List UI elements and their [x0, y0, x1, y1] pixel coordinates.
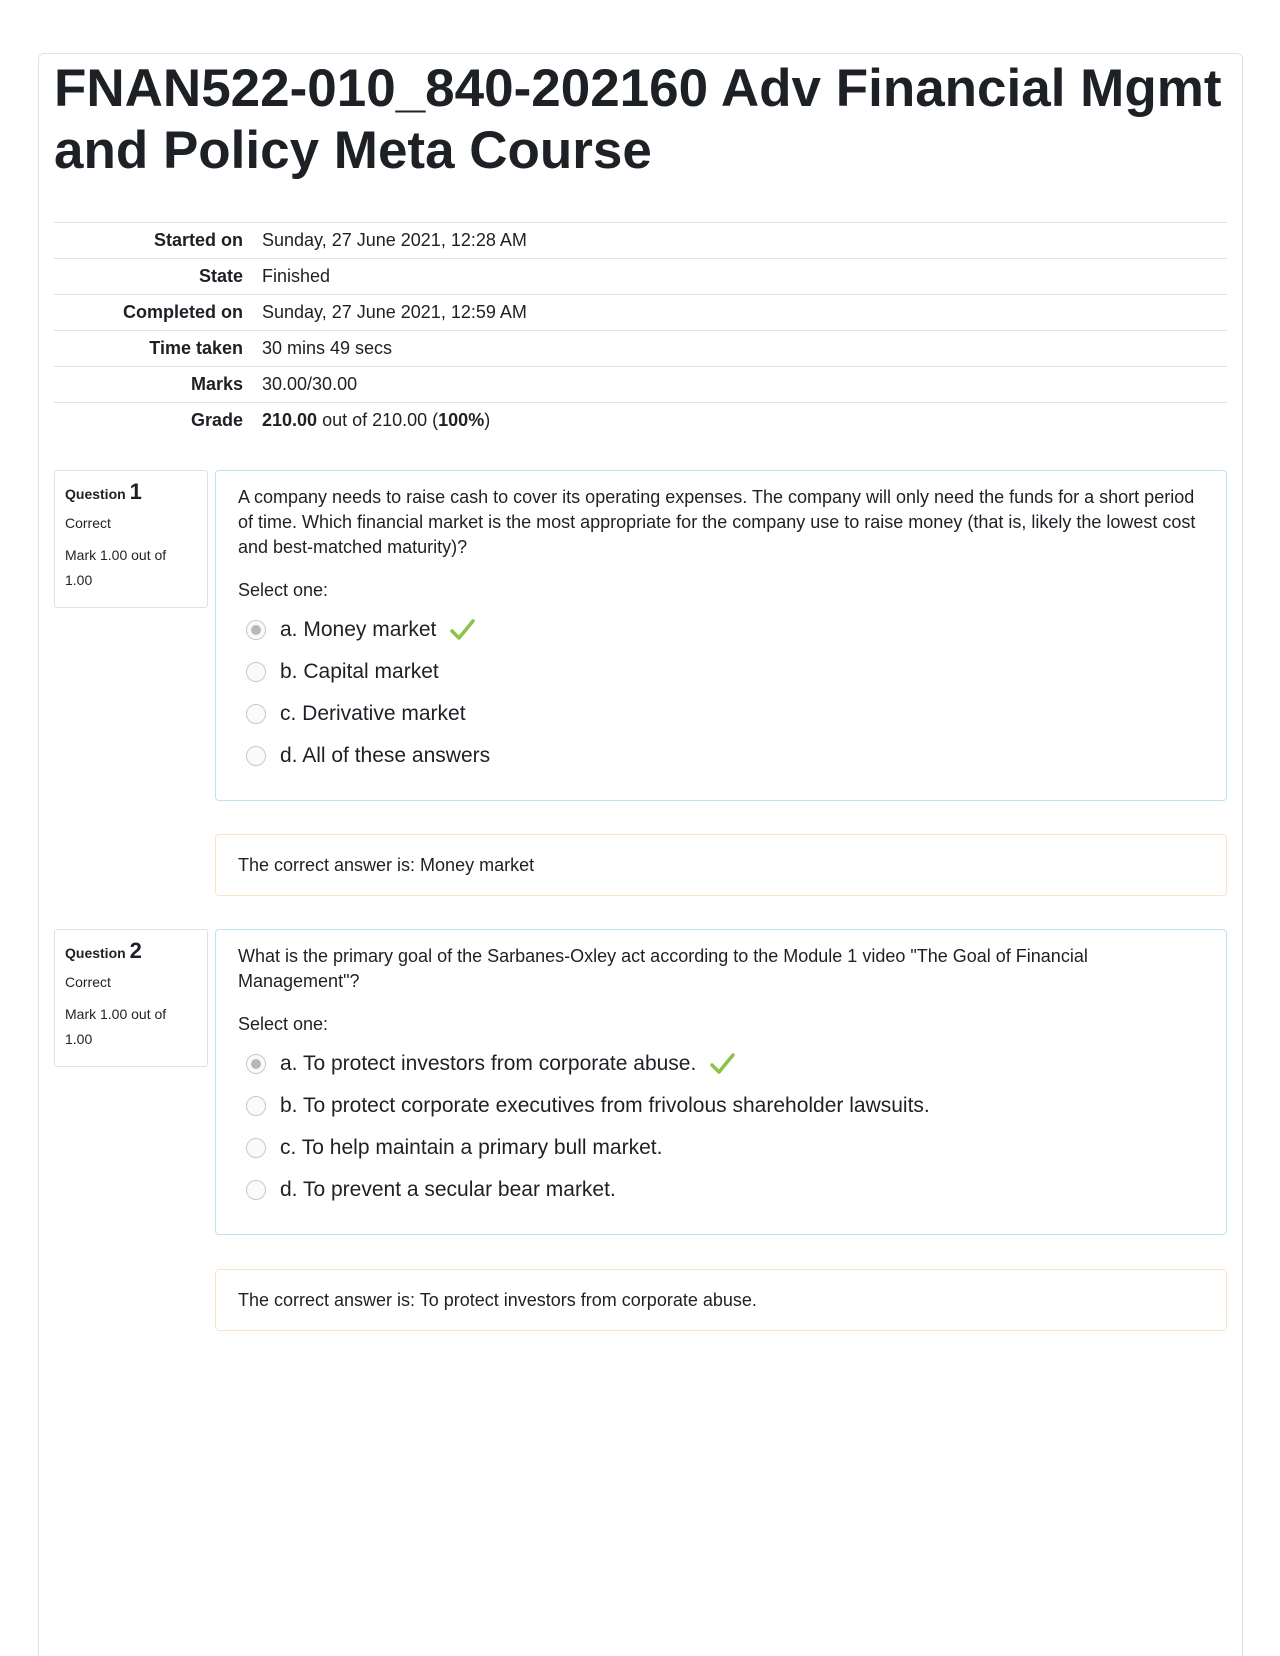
answer-option[interactable]: [246, 1169, 1204, 1211]
grade-end: ): [484, 410, 491, 431]
answer-option[interactable]: [246, 693, 1204, 735]
answer-label: c. Derivative market: [280, 702, 466, 725]
radio-button[interactable]: [246, 1138, 266, 1158]
summary-row: [54, 295, 1227, 331]
summary-value: Finished: [262, 266, 331, 286]
answer-option[interactable]: [246, 735, 1204, 777]
question-formulation: [215, 929, 1227, 1235]
question-formulation: [215, 470, 1227, 801]
summary-label: Grade: [190, 410, 243, 431]
radio-button[interactable]: [246, 1096, 266, 1116]
summary-label: Completed on: [123, 302, 243, 322]
select-prompt: Select one:: [238, 1014, 329, 1034]
question-number: [65, 938, 197, 964]
correct-check-icon: [448, 616, 476, 644]
grade-value: [262, 403, 1227, 439]
question-info: [54, 470, 208, 608]
answer-label: a. Money market: [280, 618, 437, 641]
answer-list: [246, 609, 1204, 777]
summary-row: [54, 259, 1227, 295]
summary-value: Sunday, 27 June 2021, 12:28 AM: [262, 230, 527, 250]
question-grade: Mark 1.00 out of 1.00: [65, 1006, 167, 1047]
question-info: [54, 929, 208, 1067]
radio-button[interactable]: [246, 746, 266, 766]
summary-value: 30 mins 49 secs: [262, 338, 393, 358]
question-prefix: Question: [65, 945, 126, 961]
grade-percent: 100%: [438, 410, 485, 431]
radio-button[interactable]: [246, 704, 266, 724]
question-num: 2: [129, 938, 142, 963]
select-prompt: Select one:: [238, 580, 329, 600]
grade-mid: out of 210.00 (: [317, 410, 439, 431]
summary-label: Marks: [190, 374, 243, 394]
radio-button[interactable]: [246, 1054, 266, 1074]
question-text: A company needs to raise cash to cover its operating expenses. The company will only need the funds for a short period of time. Which financial market is the most appropriate for the company use to raise money (that is, likely the lowest cost and best-matched maturity)?: [238, 487, 1196, 557]
question-state: Correct: [65, 974, 111, 990]
answer-label: b. Capital market: [280, 660, 439, 683]
answer-option[interactable]: [246, 609, 1204, 651]
summary-value: Sunday, 27 June 2021, 12:59 AM: [262, 302, 527, 322]
grade-score: 210.00: [262, 410, 318, 431]
summary-label: State: [198, 266, 243, 286]
summary-value: 30.00/30.00: [262, 374, 358, 394]
attempt-summary-table: [54, 222, 1227, 439]
radio-button[interactable]: [246, 620, 266, 640]
question-grade: Mark 1.00 out of 1.00: [65, 547, 167, 588]
answer-list: [246, 1043, 1204, 1211]
correct-check-icon: [708, 1050, 736, 1078]
question-num: 1: [129, 479, 142, 504]
answer-label: a. To protect investors from corporate abuse.: [280, 1052, 697, 1075]
radio-button[interactable]: [246, 662, 266, 682]
answer-option[interactable]: [246, 651, 1204, 693]
question-number: [65, 479, 197, 505]
answer-option[interactable]: [246, 1085, 1204, 1127]
question-text: What is the primary goal of the Sarbanes-Oxley act according to the Module 1 video "The Goal of Financial Management"?: [238, 946, 1088, 991]
summary-row: [54, 331, 1227, 367]
summary-label: Time taken: [149, 338, 243, 358]
answer-label: b. To protect corporate executives from frivolous shareholder lawsuits.: [280, 1094, 930, 1117]
summary-row: [54, 367, 1227, 403]
answer-option[interactable]: [246, 1127, 1204, 1169]
feedback-box: The correct answer is: Money market: [215, 834, 1227, 896]
feedback-box: The correct answer is: To protect investors from corporate abuse.: [215, 1269, 1227, 1331]
question-state: Correct: [65, 515, 111, 531]
answer-label: c. To help maintain a primary bull market.: [280, 1136, 663, 1159]
answer-label: d. To prevent a secular bear market.: [280, 1178, 616, 1201]
question-prefix: Question: [65, 486, 126, 502]
answer-option[interactable]: [246, 1043, 1204, 1085]
summary-label: Started on: [153, 230, 243, 250]
page-title: FNAN522-010_840-202160 Adv Financial Mgmt and Policy Meta Course: [54, 59, 1222, 180]
answer-label: d. All of these answers: [280, 744, 491, 767]
radio-button[interactable]: [246, 1180, 266, 1200]
summary-row: [54, 223, 1227, 259]
summary-row-grade: [54, 403, 1227, 439]
